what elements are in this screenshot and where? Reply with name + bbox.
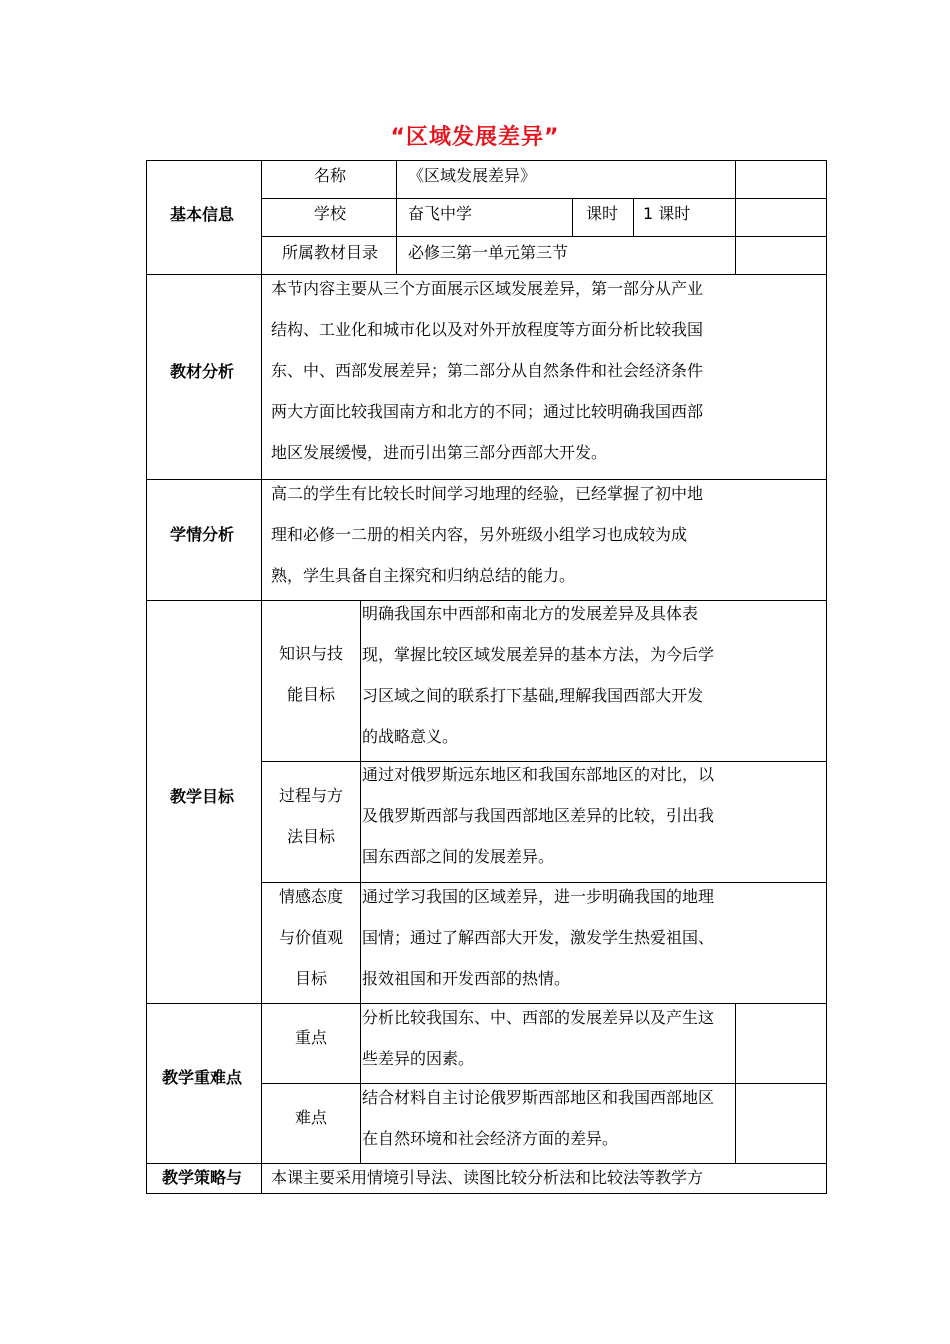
student-line: 理和必修一二册的相关内容，另外班级小组学习也成较为成 [271,525,688,544]
process-goal-text: 通过对俄罗斯远东地区和我国东部地区的对比，以 及俄罗斯西部与我国西部地区差异的比较，引出我 国东西部之间的发展差异。 [362,765,715,866]
difficulty-text: 结合材料自主讨论俄罗斯西部地区和我国西部地区 在自然环境和社会经济方面的差异。 [362,1088,715,1148]
student-line: 高二的学生有比较长时间学习地理的经验，已经掌握了初中地 [271,484,704,503]
school-value: 奋飞中学 [408,204,473,223]
page-title: “区域发展差异” [390,125,560,150]
material-line: 地区发展缓慢，进而引出第三部分西部大开发。 [271,443,608,462]
material-line: 两大方面比较我国南方和北方的不同；通过比较明确我国西部 [271,402,704,421]
knowledge-goal-label: 知识与技 能目标 [278,644,343,704]
textbook-value: 必修三第一单元第三节 [408,243,569,262]
material-analysis-heading: 教材分析 [170,362,235,381]
strategy-heading: 教学策略与 [162,1168,243,1187]
difficulty-label: 难点 [294,1108,327,1127]
emotion-goal-text: 通过学习我国的区域差异，进一步明确我国的地理 国情；通过了解西部大开发，激发学生热爱祖国、 报效祖国和开发西部的热情。 [362,887,715,988]
student-line: 熟，学生具备自主探究和归纳总结的能力。 [271,566,576,585]
focus-label: 重点 [294,1028,327,1047]
name-label: 名称 [314,166,347,185]
student-analysis-text [271,473,703,596]
emotion-goal-label: 情感态度 与价值观 目标 [278,887,343,988]
material-line: 结构、工业化和城市化以及对外开放程度等方面分析比较我国 [271,320,704,339]
hours-value: 1 课时 [643,204,691,223]
school-label: 学校 [314,204,347,223]
basic-info-heading: 基本信息 [170,205,235,224]
student-analysis-heading: 学情分析 [170,525,235,544]
material-analysis-text [271,268,703,473]
knowledge-goal-text: 明确我国东中西部和南北方的发展差异及具体表 现，掌握比较区域发展差异的基本方法，为今后学 习区域之间的联系打下基础,理解我国西部大开发 的战略意义。 [362,604,715,746]
strategy-text: 本课主要采用情境引导法、读图比较分析法和比较法等教学方 [271,1168,704,1187]
key-points-heading: 教学重难点 [162,1068,243,1087]
name-value: 《区域发展差异》 [408,166,537,185]
teaching-goals-heading: 教学目标 [170,787,235,806]
material-line: 东、中、西部发展差异；第二部分从自然条件和社会经济条件 [271,361,704,380]
hours-label: 课时 [586,204,619,223]
process-goal-label: 过程与方 法目标 [278,786,343,846]
focus-text: 分析比较我国东、中、西部的发展差异以及产生这 些差异的因素。 [362,1008,715,1068]
material-line: 本节内容主要从三个方面展示区域发展差异，第一部分从产业 [271,279,704,298]
textbook-label: 所属教材目录 [282,243,379,262]
